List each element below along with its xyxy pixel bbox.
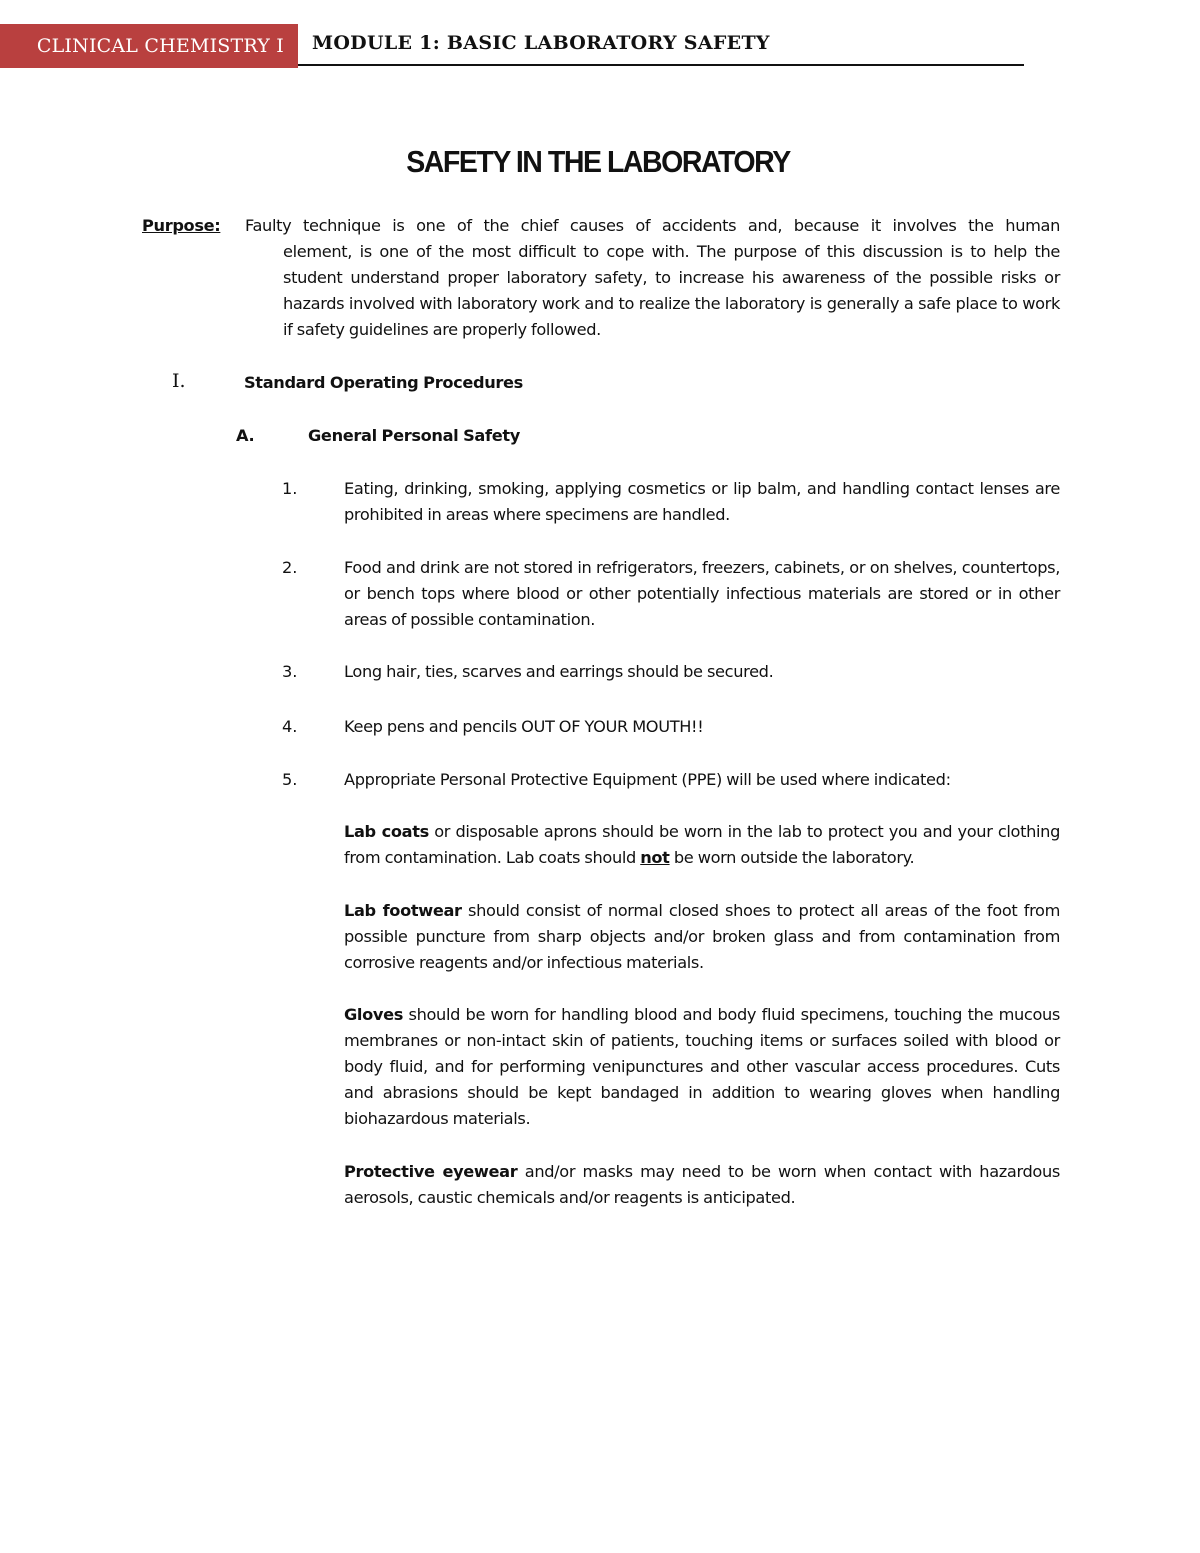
list-item-number: 4. — [282, 717, 298, 736]
module-label: MODULE 1: BASIC LABORATORY SAFETY — [312, 32, 770, 54]
header-rule — [298, 64, 1024, 66]
ppe-footwear-paragraph — [344, 898, 1060, 976]
course-header-band — [0, 24, 298, 68]
section-number: I. — [172, 370, 186, 392]
ppe-lab-coats-text-end: be worn outside the laboratory. — [669, 848, 915, 867]
course-label: CLINICAL CHEMISTRY I — [36, 35, 284, 57]
list-item: Appropriate Personal Protective Equipment (PPE) will be used where indicated: — [344, 770, 951, 789]
subsection-letter: A. — [236, 426, 255, 445]
ppe-gloves-text: should be worn for handling blood and body fluid specimens, touching the mucous membranes or non-intact skin of patients, touching items or surfaces soiled with blood or body fluid, and for performing venipunctures and other vascular access procedures. Cuts and abrasions should be kept bandaged in addition to wearing gloves when handling biohazardous materials. — [344, 1005, 1060, 1128]
purpose-line-one: Faulty technique is one of the chief causes of accidents and, because it involves the human — [245, 216, 1060, 235]
ppe-eyewear-paragraph — [344, 1159, 1060, 1211]
list-item: Keep pens and pencils OUT OF YOUR MOUTH!! — [344, 717, 704, 736]
purpose-continuation: element, is one of the most difficult to cope with. The purpose of this discussion is to help the student understand proper laboratory safety, to increase his awareness of the possible risks or hazards involved with laboratory work and to realize the laboratory is generally a safe place to work if safety guidelines are properly followed. — [283, 242, 1060, 339]
subsection-title: General Personal Safety — [308, 426, 520, 445]
list-item-number: 3. — [282, 662, 298, 681]
purpose-label: Purpose: — [142, 216, 221, 235]
ppe-gloves-paragraph — [344, 1002, 1060, 1132]
purpose-first-line — [142, 213, 1060, 239]
list-item-number: 5. — [282, 770, 298, 789]
section-title: Standard Operating Procedures — [244, 373, 523, 392]
list-item-number: 1. — [282, 479, 298, 498]
ppe-lab-coats-emphasis: not — [640, 848, 670, 867]
list-item: Eating, drinking, smoking, applying cosmetics or lip balm, and handling contact lenses are prohibited in areas where specimens are handled. — [344, 479, 1060, 524]
ppe-eyewear-text: and/or masks may need to be worn when contact with hazardous aerosols, caustic chemicals and/or reagents is anticipated. — [344, 1162, 1060, 1207]
ppe-eyewear-lead: Protective eyewear — [344, 1162, 518, 1181]
list-item-number: 2. — [282, 558, 298, 577]
ppe-lab-coats-paragraph — [344, 819, 1060, 871]
list-item: Food and drink are not stored in refrigerators, freezers, cabinets, or on shelves, countertops, or bench tops where blood or other potentially infectious materials are stored or in other areas of possible contamination. — [344, 558, 1060, 629]
ppe-gloves-lead: Gloves — [344, 1005, 404, 1024]
ppe-footwear-text: should consist of normal closed shoes to protect all areas of the foot from possible puncture from sharp objects and/or broken glass and from contamination from corrosive reagents and/or infectious materials. — [344, 901, 1061, 972]
ppe-lab-coats-lead: Lab coats — [344, 822, 429, 841]
ppe-lab-coats-text: or disposable aprons should be worn in the lab to protect you and your clothing from contamination. Lab coats should — [344, 822, 1060, 867]
purpose-paragraph — [142, 213, 1060, 343]
list-item: Long hair, ties, scarves and earrings should be secured. — [344, 662, 774, 681]
page-title: SAFETY IN THE LABORATORY — [406, 144, 790, 179]
ppe-footwear-lead: Lab footwear — [344, 901, 462, 920]
